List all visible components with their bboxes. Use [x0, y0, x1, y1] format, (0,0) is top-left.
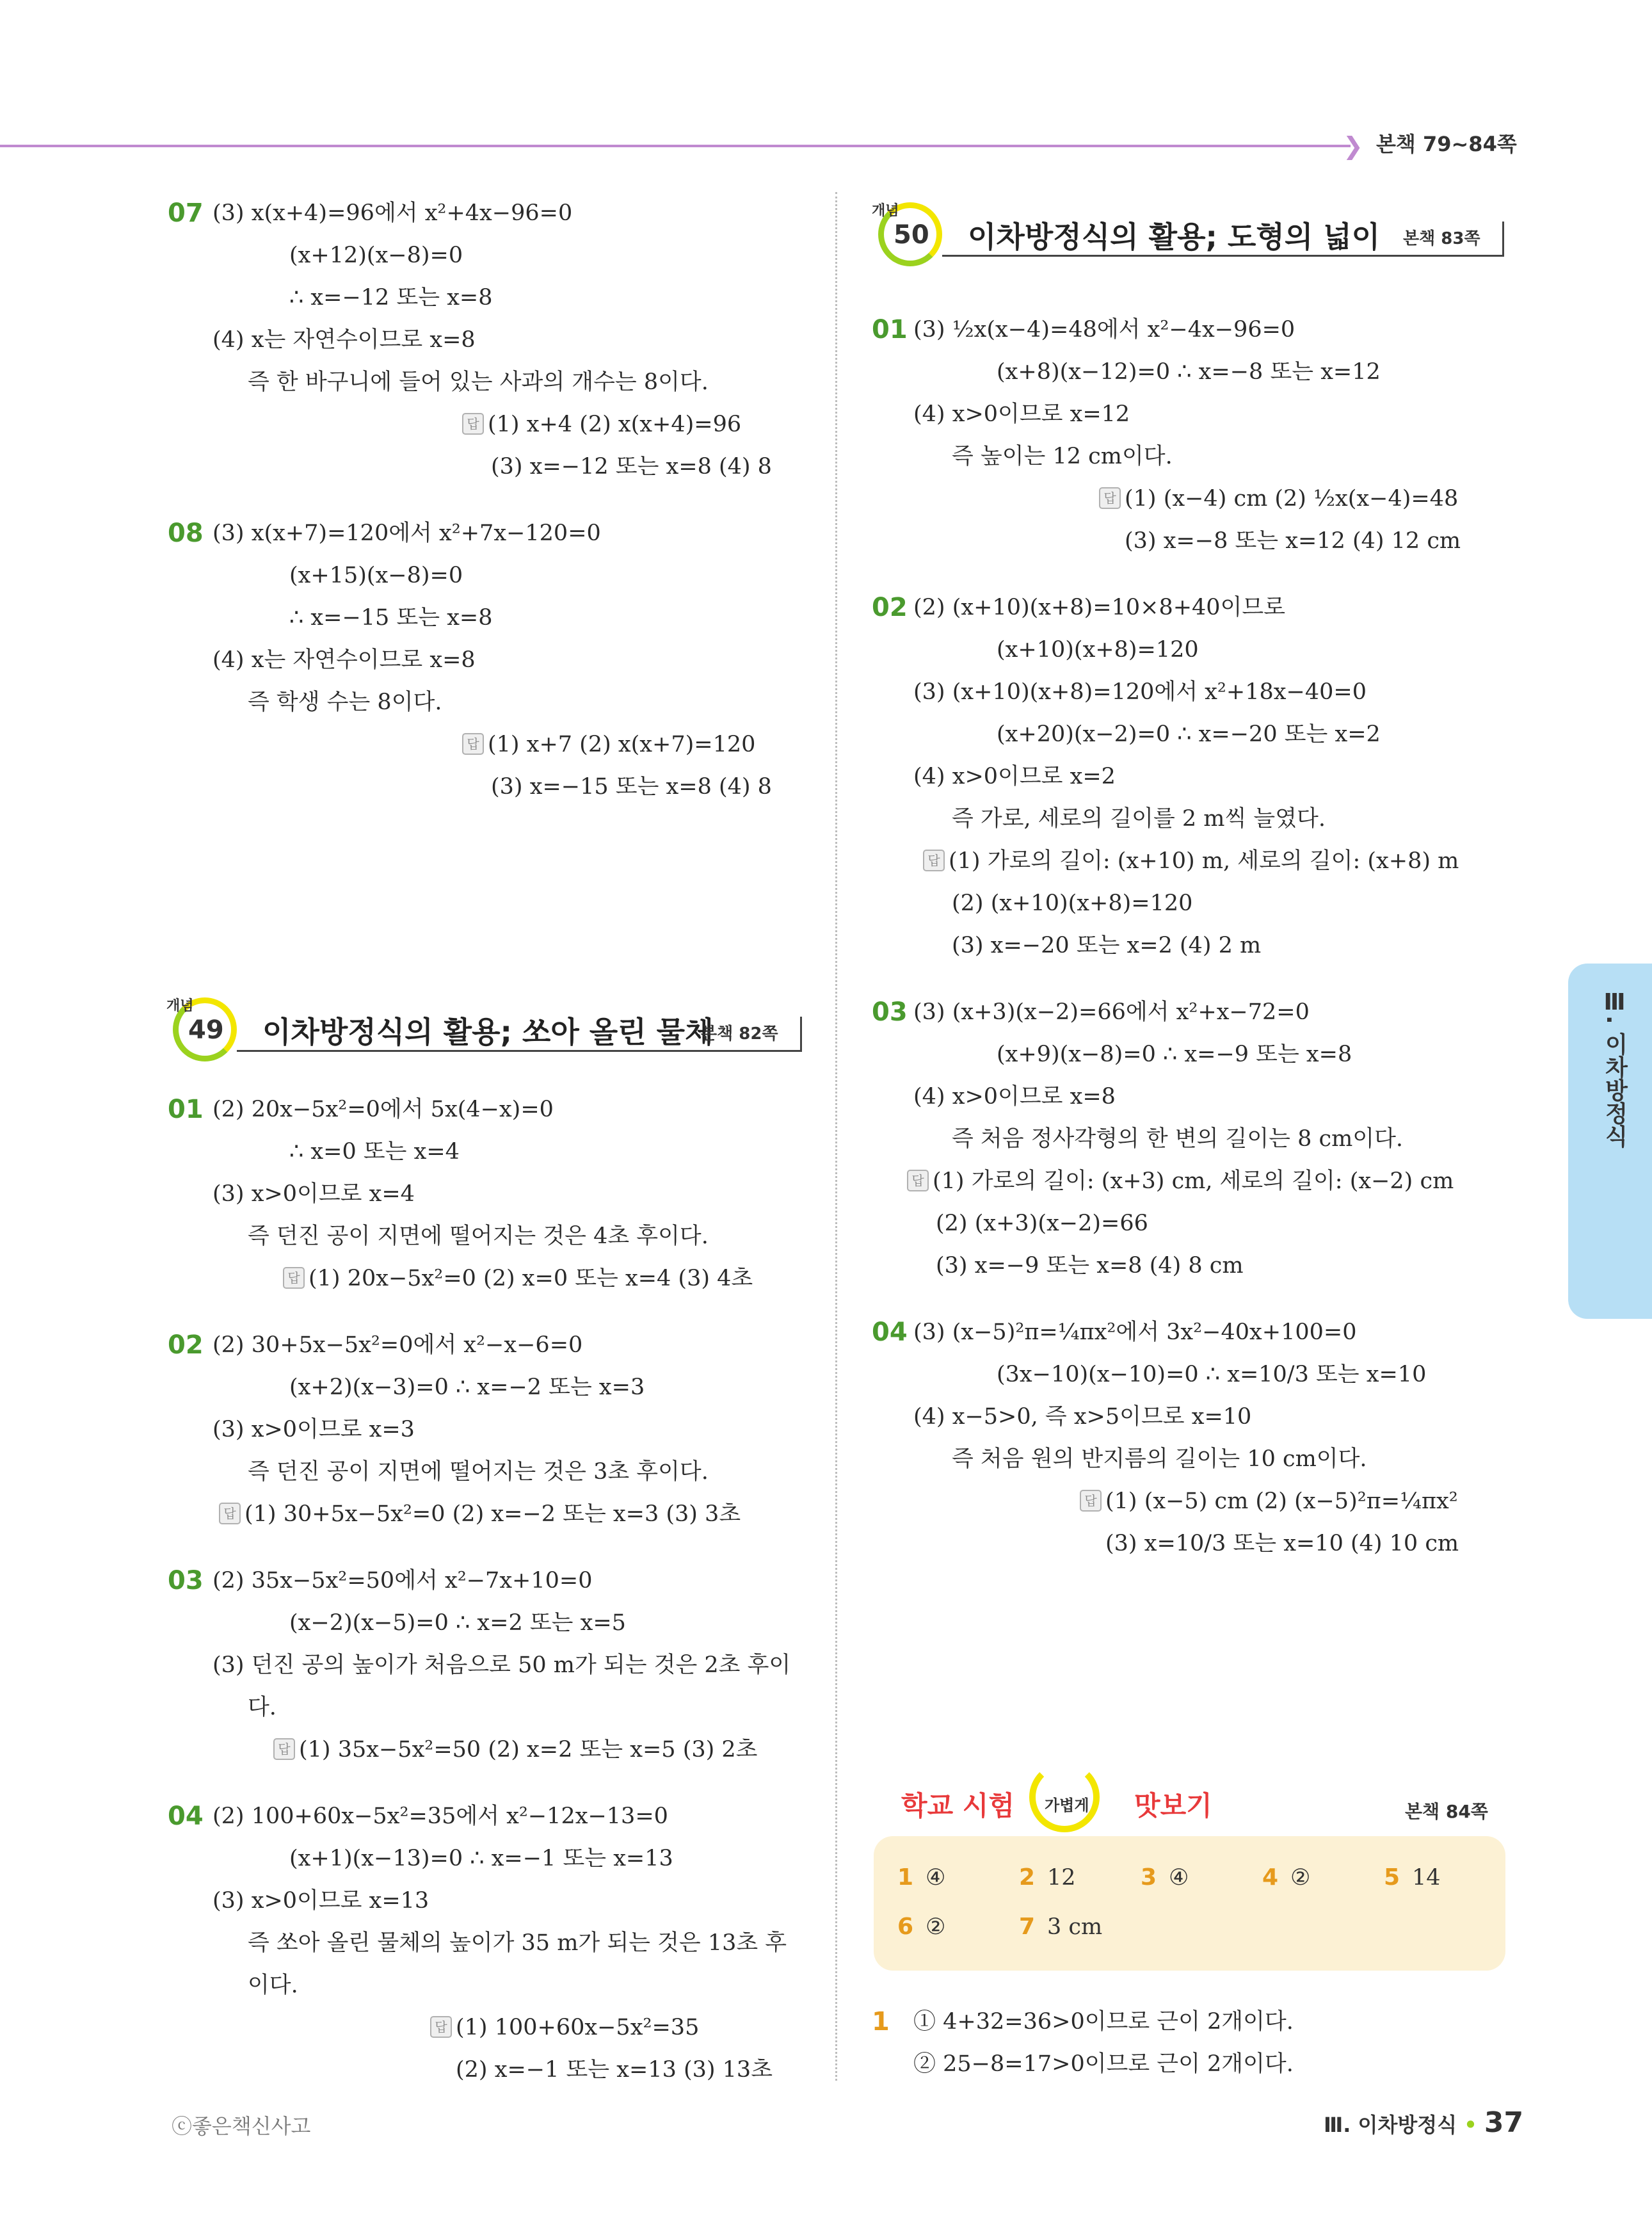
solution-line [168, 1215, 814, 1257]
line-text: ∴ x=−12 또는 x=8 [289, 285, 493, 311]
solution-line [872, 882, 1518, 924]
quiz-answer-value: ④ [1169, 1865, 1189, 1891]
solution-line [872, 1522, 1518, 1565]
problem-07 [168, 192, 814, 488]
solution-line [168, 319, 814, 361]
section-50-header [872, 196, 1512, 273]
quiz-solution-line: ② 25−8=17>0이므로 근이 2개이다. [913, 2051, 1294, 2077]
quiz-answer-number: 6 [897, 1914, 914, 1940]
line-text: (1) 100+60x−5x²=35 [456, 2015, 700, 2040]
solution-line [168, 446, 814, 488]
line-text: (x+10)(x+8)=120 [997, 637, 1199, 663]
line-text: (4) x는 자연수이므로 x=8 [213, 327, 476, 353]
section-title: 이차방정식의 활용; 도형의 넓이 [968, 220, 1381, 254]
quiz-answer-number: 5 [1384, 1864, 1400, 1891]
line-text: 즉 던진 공이 지면에 떨어지는 것은 4초 후이다. [248, 1223, 709, 1249]
line-text: (2) (x+10)(x+8)=10×8+40이므로 [913, 595, 1286, 620]
answer-line [168, 723, 814, 766]
section-underline [237, 1050, 800, 1052]
solution-line [872, 309, 1518, 351]
solution-line [168, 1560, 814, 1602]
solution-line [872, 1245, 1518, 1287]
line-text: (x+1)(x−13)=0 ∴ x=−1 또는 x=13 [289, 1846, 673, 1871]
solution-line [168, 597, 814, 639]
line-text: (3) 던진 공의 높이가 처음으로 50 m가 되는 것은 2초 후이 [213, 1652, 791, 1678]
line-text: (x+15)(x−8)=0 [289, 563, 463, 588]
solution-line [872, 924, 1518, 967]
line-text: 즉 한 바구니에 들어 있는 사과의 개수는 8이다. [248, 369, 709, 395]
solution-line [872, 351, 1518, 393]
answer-line [872, 478, 1518, 520]
line-text: (1) 가로의 길이: (x+3) cm, 세로의 길이: (x−2) cm [933, 1168, 1454, 1194]
section-49-header [166, 991, 806, 1068]
solution-line [168, 1088, 814, 1131]
solution-line [168, 1324, 814, 1366]
line-text: (2) (x+10)(x+8)=120 [952, 891, 1193, 916]
quiz-title-a: 학교 시험 [901, 1790, 1014, 1821]
line-text: (1) 35x−5x²=50 (2) x=2 또는 x=5 (3) 2초 [299, 1737, 758, 1763]
copyright: ⓒ좋은책신사고 [172, 2114, 311, 2138]
line-text: (1) 가로의 길이: (x+10) m, 세로의 길이: (x+8) m [949, 848, 1459, 874]
left-column-bottom [168, 1088, 814, 2115]
line-text: (3) x=10/3 또는 x=10 (4) 10 cm [1105, 1531, 1459, 1556]
solution-line [168, 766, 814, 808]
quiz-answer-number: 7 [1019, 1914, 1036, 1940]
solution-line [168, 1795, 814, 1837]
line-text: (2) (x+3)(x−2)=66 [936, 1211, 1148, 1236]
line-text: 즉 학생 수는 8이다. [248, 690, 442, 715]
section-label: 개념 [166, 998, 194, 1014]
line-text: (3) (x+10)(x+8)=120에서 x²+18x−40=0 [913, 679, 1367, 705]
top-rule [0, 145, 1351, 147]
answer-mark-icon: 답 [430, 2016, 452, 2038]
solution-line [872, 1202, 1518, 1245]
line-text: (4) x>0이므로 x=12 [913, 401, 1130, 427]
section-hook [800, 1017, 802, 1052]
line-text: (3) x(x+7)=120에서 x²+7x−120=0 [213, 520, 601, 546]
answer-mark-icon: 답 [1080, 1490, 1102, 1512]
solution-line [168, 1408, 814, 1451]
page-number: 37 [1484, 2106, 1524, 2139]
quiz-answer-box [874, 1836, 1505, 1971]
line-text: 즉 가로, 세로의 길이를 2 m씩 늘였다. [952, 806, 1326, 832]
problem-number: 02 [168, 1330, 204, 1360]
quiz-answer-value: ② [1290, 1865, 1311, 1891]
answer-line [872, 1480, 1518, 1522]
answer-mark-icon: 답 [462, 413, 484, 435]
chapter-side-tab-label: Ⅲ. 이차방정식 [1601, 989, 1628, 1148]
line-text: (1) x+7 (2) x(x+7)=120 [488, 732, 756, 757]
problem-number: 01 [872, 315, 908, 344]
line-text: (x+20)(x−2)=0 ∴ x=−20 또는 x=2 [997, 722, 1381, 747]
line-text: 즉 던진 공이 지면에 떨어지는 것은 3초 후이다. [248, 1459, 709, 1485]
solution-line [872, 1396, 1518, 1438]
quiz-answer-number: 2 [1019, 1864, 1036, 1891]
solution-line [168, 1686, 814, 1729]
line-text: (2) 100+60x−5x²=35에서 x²−12x−13=0 [213, 1803, 668, 1829]
quiz-title-b: 맛보기 [1134, 1790, 1212, 1821]
problem-number: 08 [168, 519, 204, 548]
section-ref: 본책 83쪽 [1403, 229, 1480, 248]
solution-line [168, 1602, 814, 1644]
problem-03 [168, 1560, 814, 1771]
line-text: (1) 20x−5x²=0 (2) x=0 또는 x=4 (3) 4초 [309, 1266, 753, 1291]
quiz-ref: 본책 84쪽 [1405, 1801, 1488, 1822]
solution-line [168, 277, 814, 319]
page-footer [1324, 2106, 1523, 2139]
problem-01 [872, 309, 1518, 562]
line-text: (3) x=−8 또는 x=12 (4) 12 cm [1125, 528, 1461, 554]
line-text: ∴ x=−15 또는 x=8 [289, 605, 493, 631]
quiz-answer-number: 4 [1262, 1864, 1279, 1891]
answer-line [168, 2006, 814, 2049]
solution-line [872, 393, 1518, 435]
column-divider [835, 192, 837, 2081]
section-ref: 본책 82쪽 [701, 1024, 778, 1044]
line-text: ∴ x=0 또는 x=4 [289, 1139, 460, 1165]
line-text: (3) x>0이므로 x=13 [213, 1888, 429, 1914]
solution-line [872, 1311, 1518, 1353]
problem-number: 07 [168, 198, 204, 228]
section-number: 49 [188, 1015, 224, 1045]
solution-line [872, 671, 1518, 713]
line-text: 이다. [248, 1973, 298, 1998]
line-text: (2) 30+5x−5x²=0에서 x²−x−6=0 [213, 1332, 583, 1358]
line-text: (x+8)(x−12)=0 ∴ x=−8 또는 x=12 [997, 359, 1381, 385]
solution-line [168, 639, 814, 681]
answer-line [872, 840, 1518, 882]
solution-line [872, 991, 1518, 1033]
solution-line [168, 512, 814, 554]
solution-line [168, 1964, 814, 2006]
line-text: (3) x=−15 또는 x=8 (4) 8 [491, 774, 772, 800]
solution-line [872, 713, 1518, 755]
line-text: (x+9)(x−8)=0 ∴ x=−9 또는 x=8 [997, 1042, 1352, 1067]
line-text: (x+12)(x−8)=0 [289, 243, 463, 268]
footer-dot: • [1464, 2113, 1477, 2137]
solution-line [168, 681, 814, 723]
solution-line [168, 1173, 814, 1215]
line-text: (3) x>0이므로 x=3 [213, 1417, 415, 1442]
solution-line [872, 1353, 1518, 1396]
problem-04 [168, 1795, 814, 2091]
solution-line [168, 1922, 814, 1964]
solution-line [168, 1366, 814, 1408]
line-text: (1) x+4 (2) x(x+4)=96 [488, 412, 742, 437]
line-text: (x−2)(x−5)=0 ∴ x=2 또는 x=5 [289, 1610, 626, 1636]
line-text: 다. [248, 1695, 277, 1720]
line-text: (x+2)(x−3)=0 ∴ x=−2 또는 x=3 [289, 1375, 645, 1400]
solution-line [872, 1118, 1518, 1160]
answer-line [168, 1493, 814, 1535]
solution-line [168, 1880, 814, 1922]
line-text: (1) (x−4) cm (2) ½x(x−4)=48 [1125, 486, 1459, 512]
solution-line [872, 520, 1518, 562]
quiz-answer-value: 3 cm [1047, 1914, 1103, 1940]
section-underline [942, 255, 1502, 257]
quiz-answer-value: ② [926, 1914, 946, 1940]
solution-line [168, 1644, 814, 1686]
line-text: 즉 처음 정사각형의 한 변의 길이는 8 cm이다. [952, 1126, 1404, 1152]
line-text: (3) x=−20 또는 x=2 (4) 2 m [952, 933, 1262, 958]
problem-number: 03 [872, 997, 908, 1027]
solution-line [168, 1451, 814, 1493]
line-text: 즉 처음 원의 반지름의 길이는 10 cm이다. [952, 1446, 1367, 1472]
solution-line [872, 1438, 1518, 1480]
problem-08 [168, 512, 814, 808]
line-text: (2) 35x−5x²=50에서 x²−7x+10=0 [213, 1568, 593, 1594]
line-text: (3) (x−5)²π=¼πx²에서 3x²−40x+100=0 [913, 1319, 1357, 1345]
solution-line [872, 586, 1518, 629]
line-text: (3) (x+3)(x−2)=66에서 x²+x−72=0 [913, 999, 1310, 1025]
quiz-solution-number: 1 [872, 2007, 890, 2037]
quiz-answer-value: 14 [1412, 1865, 1441, 1891]
solution-line [168, 2049, 814, 2091]
line-text: 즉 쏘아 올린 물체의 높이가 35 m가 되는 것은 13초 후 [248, 1930, 787, 1956]
answer-mark-icon: 답 [907, 1170, 929, 1191]
line-text: (4) x−5>0, 즉 x>5이므로 x=10 [913, 1404, 1252, 1430]
chevron-right-icon: ❯ [1343, 132, 1363, 160]
left-column-top [168, 192, 814, 832]
solution-line [872, 629, 1518, 671]
quiz-answer-value: ④ [926, 1865, 946, 1891]
answer-mark-icon: 답 [273, 1738, 295, 1760]
problem-number: 04 [872, 1318, 908, 1347]
line-text: (3x−10)(x−10)=0 ∴ x=10/3 또는 x=10 [997, 1362, 1427, 1387]
solution-line [168, 1131, 814, 1173]
section-title: 이차방정식의 활용; 쏘아 올린 물체 [262, 1015, 714, 1049]
problem-04 [872, 1311, 1518, 1565]
footer-chapter: Ⅲ. 이차방정식 [1324, 2113, 1457, 2137]
section-label: 개념 [872, 203, 899, 219]
quiz-answer-number: 1 [897, 1864, 914, 1891]
line-text: (2) 20x−5x²=0에서 5x(4−x)=0 [213, 1097, 554, 1122]
answer-mark-icon: 답 [283, 1267, 305, 1289]
line-text: (4) x는 자연수이므로 x=8 [213, 647, 476, 673]
line-text: (3) x(x+4)=96에서 x²+4x−96=0 [213, 200, 573, 226]
quiz-solution-line: ① 4+32=36>0이므로 근이 2개이다. [913, 2009, 1294, 2035]
quiz-answer-value: 12 [1047, 1865, 1076, 1891]
answer-line [872, 1160, 1518, 1202]
solution-line [168, 234, 814, 277]
solution-line [168, 192, 814, 234]
line-text: (4) x>0이므로 x=8 [913, 1084, 1116, 1109]
section-number: 50 [894, 220, 929, 250]
line-text: (3) ½x(x−4)=48에서 x²−4x−96=0 [913, 317, 1295, 343]
problem-number: 03 [168, 1566, 204, 1595]
line-text: (4) x>0이므로 x=2 [913, 764, 1116, 789]
quiz-answer-number: 3 [1141, 1864, 1157, 1891]
problem-number: 04 [168, 1802, 204, 1831]
solution-line [872, 798, 1518, 840]
line-text: (1) 30+5x−5x²=0 (2) x=−2 또는 x=3 (3) 3초 [245, 1501, 741, 1527]
answer-line [168, 1729, 814, 1771]
section-hook [1502, 222, 1504, 257]
line-text: 즉 높이는 12 cm이다. [952, 444, 1173, 469]
line-text: (1) (x−5) cm (2) (x−5)²π=¼πx² [1105, 1489, 1458, 1514]
line-text: (3) x>0이므로 x=4 [213, 1181, 415, 1207]
answer-line [168, 403, 814, 446]
line-text: (2) x=−1 또는 x=13 (3) 13초 [456, 2057, 773, 2083]
solution-line [872, 1076, 1518, 1118]
solution-line [872, 755, 1518, 798]
solution-line [168, 1837, 814, 1880]
problem-01 [168, 1088, 814, 1300]
answer-mark-icon: 답 [1099, 487, 1121, 509]
line-text: (3) x=−12 또는 x=8 (4) 8 [491, 454, 772, 480]
answer-mark-icon: 답 [923, 850, 945, 871]
answer-line [168, 1257, 814, 1300]
solution-line [872, 1033, 1518, 1076]
answer-mark-icon: 답 [219, 1503, 241, 1524]
line-text: (3) x=−9 또는 x=8 (4) 8 cm [936, 1253, 1244, 1279]
quiz-title-mid: 가볍게 [1045, 1796, 1089, 1814]
solution-line [872, 435, 1518, 478]
problem-number: 01 [168, 1095, 204, 1124]
right-column [872, 309, 1518, 1589]
problem-02 [872, 586, 1518, 967]
quiz-solution [872, 2001, 1518, 2110]
problem-03 [872, 991, 1518, 1287]
answer-mark-icon: 답 [462, 733, 484, 755]
solution-line [168, 554, 814, 597]
problem-number: 02 [872, 593, 908, 622]
solution-line [168, 361, 814, 403]
book-ref: 본책 79~84쪽 [1376, 132, 1517, 156]
problem-02 [168, 1324, 814, 1535]
